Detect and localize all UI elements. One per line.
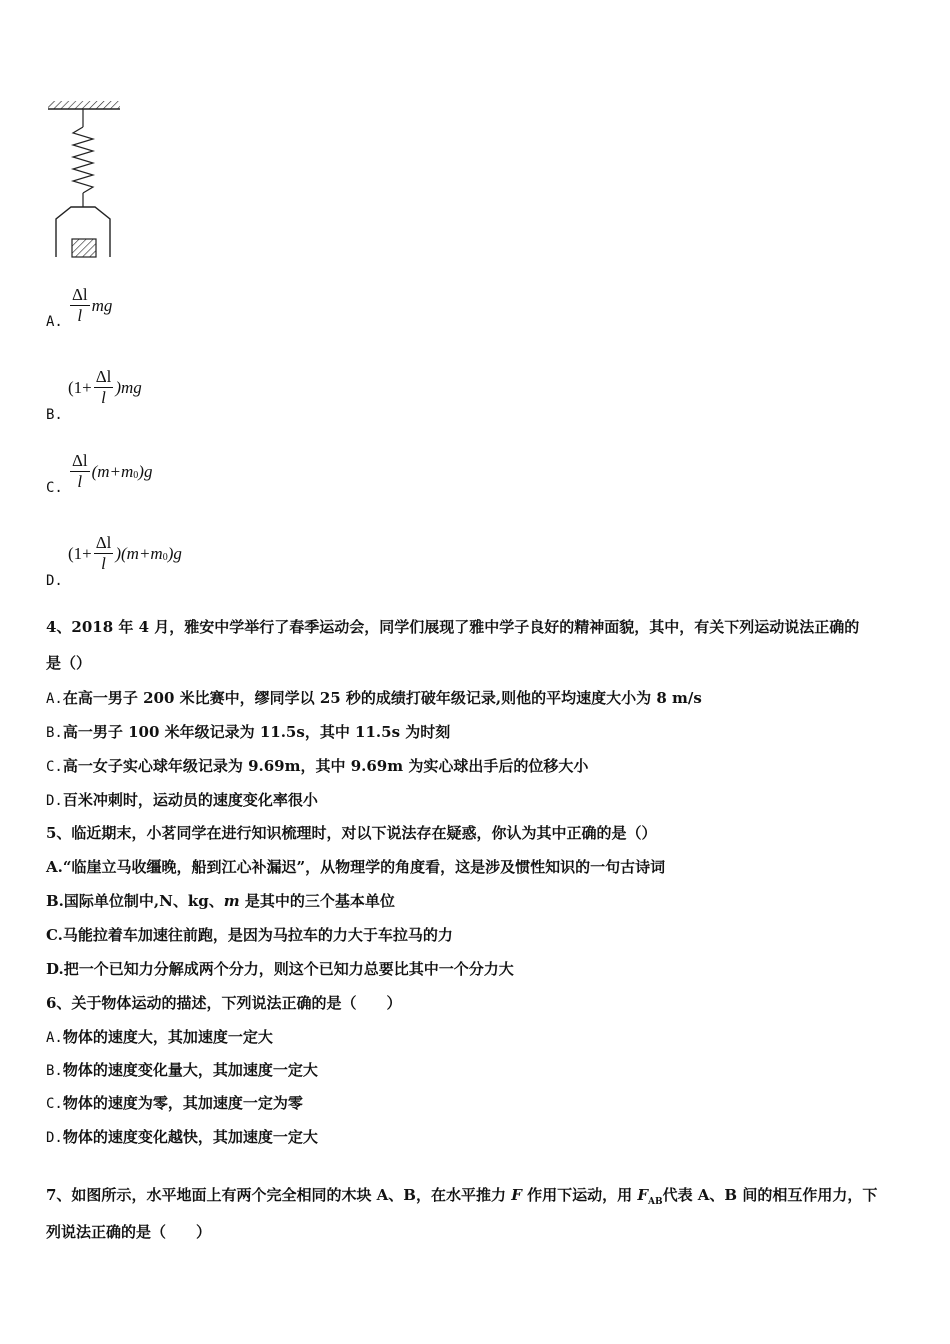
expr-tail: )mg bbox=[115, 377, 142, 397]
q6-option-a[interactable] bbox=[46, 1027, 273, 1048]
option-label: A. bbox=[46, 858, 63, 876]
q6-stem: 6、关于物体运动的描述，下列说法正确的是（ ） bbox=[46, 994, 402, 1012]
option-text: 物体的速度为零，其加速度一定为零 bbox=[62, 1094, 303, 1112]
subscript: 0 bbox=[162, 552, 168, 563]
option-text-tail: 是其中的三个基本单位 bbox=[239, 892, 395, 910]
option-text: “临崖立马收缰晚，船到江心补漏迟”，从物理学的角度看，这是涉及惯性知识的一句古诗词 bbox=[62, 858, 666, 876]
option-label: C. bbox=[46, 759, 63, 775]
q7-text: 7、如图所示，水平地面上有两个完全相同的木块 A、B，在水平推力 bbox=[46, 1186, 512, 1204]
q7-text: 代表 A、B 间的相互作用力，下 bbox=[662, 1186, 878, 1204]
option-text: 高一男子 100 米年级记录为 11.5s，其中 11.5s 为时刻 bbox=[62, 723, 451, 741]
q7-text: 作用下运动，用 bbox=[521, 1186, 638, 1204]
force-symbol: F bbox=[637, 1186, 648, 1204]
q4-option-b[interactable] bbox=[46, 722, 450, 743]
q4-stem-line2: 是（） bbox=[46, 654, 92, 672]
expr-head: (1+ bbox=[67, 377, 92, 397]
force-subscript: AB bbox=[647, 1197, 663, 1207]
option-label: A. bbox=[46, 314, 63, 330]
expr-tail: mg bbox=[91, 295, 113, 315]
q6-option-d[interactable] bbox=[46, 1127, 318, 1148]
option-label: D. bbox=[46, 960, 64, 978]
option-text: 物体的速度变化越快，其加速度一定大 bbox=[62, 1128, 318, 1146]
frac-numerator: Δl bbox=[95, 533, 112, 552]
q4-option-c[interactable] bbox=[46, 756, 588, 777]
q3-option-c[interactable] bbox=[46, 451, 153, 496]
frac-denominator: l bbox=[77, 472, 83, 491]
force-symbol: F bbox=[511, 1186, 522, 1204]
option-label: B. bbox=[46, 406, 63, 423]
spring-scale-hanging-icon bbox=[44, 97, 124, 263]
option-text: 马能拉着车加速往前跑，是因为马拉车的力大于车拉马的力 bbox=[62, 926, 453, 944]
option-text: 百米冲刺时，运动员的速度变化率很小 bbox=[62, 791, 318, 809]
expr-mid: )(m+m bbox=[115, 543, 163, 563]
q3-option-a[interactable] bbox=[46, 285, 113, 330]
q5-option-b[interactable] bbox=[46, 891, 395, 911]
expr-mid: (m+m bbox=[91, 461, 134, 481]
option-label: D. bbox=[46, 1130, 63, 1146]
option-label: D. bbox=[46, 572, 63, 589]
option-label: B. bbox=[46, 725, 63, 741]
unit-symbol: m bbox=[223, 892, 240, 910]
frac-numerator: Δl bbox=[95, 367, 112, 386]
option-label: C. bbox=[46, 480, 63, 496]
option-text: 把一个已知力分解成两个分力，则这个已知力总要比其中一个分力大 bbox=[63, 960, 514, 978]
subscript: 0 bbox=[133, 470, 139, 481]
option-label: C. bbox=[46, 1096, 63, 1112]
frac-numerator: Δl bbox=[71, 285, 88, 304]
q3-option-b[interactable] bbox=[46, 367, 142, 423]
q5-option-c[interactable] bbox=[46, 925, 453, 945]
q6-option-c[interactable] bbox=[46, 1093, 303, 1114]
option-text: 物体的速度大，其加速度一定大 bbox=[62, 1028, 273, 1046]
q4-stem-line1: 4、2018 年 4 月，雅安中学举行了春季运动会，同学们展现了雅中学子良好的精神面貌，其中，有关下列运动说法正确的 bbox=[46, 618, 860, 636]
option-label: C. bbox=[46, 926, 63, 944]
option-text: 物体的速度变化量大，其加速度一定大 bbox=[62, 1061, 318, 1079]
expr-head: (1+ bbox=[67, 543, 92, 563]
q4-option-d[interactable] bbox=[46, 790, 318, 811]
option-label: B. bbox=[46, 892, 64, 910]
frac-denominator: l bbox=[101, 554, 106, 573]
q5-stem: 5、临近期末，小茗同学在进行知识梳理时，对以下说法存在疑惑，你认为其中正确的是（） bbox=[46, 824, 657, 842]
expr-tail: )g bbox=[167, 543, 182, 563]
expr-tail: )g bbox=[138, 461, 153, 481]
q4-option-a[interactable] bbox=[46, 688, 702, 709]
option-label: A. bbox=[46, 1030, 63, 1046]
q5-option-d[interactable] bbox=[46, 959, 514, 979]
q7-stem-line1 bbox=[46, 1185, 877, 1208]
option-text: 高一女子实心球年级记录为 9.69m，其中 9.69m 为实心球出手后的位移大小 bbox=[62, 757, 589, 775]
frac-denominator: l bbox=[77, 306, 83, 325]
option-label: D. bbox=[46, 793, 63, 809]
option-text: 国际单位制中,N、kg、 bbox=[63, 892, 224, 910]
frac-numerator: Δl bbox=[71, 451, 88, 470]
option-label: B. bbox=[46, 1063, 63, 1079]
option-label: A. bbox=[46, 691, 63, 707]
q5-option-a[interactable] bbox=[46, 857, 665, 877]
frac-denominator: l bbox=[101, 388, 106, 407]
q7-stem-line2: 列说法正确的是（ ） bbox=[46, 1223, 212, 1241]
q6-option-b[interactable] bbox=[46, 1060, 318, 1081]
option-text: 在高一男子 200 米比赛中，缪同学以 25 秒的成绩打破年级记录,则他的平均速度大小为 8 m/s bbox=[62, 689, 702, 707]
spring-scale-figure bbox=[44, 97, 124, 263]
q3-option-d[interactable] bbox=[46, 533, 182, 589]
